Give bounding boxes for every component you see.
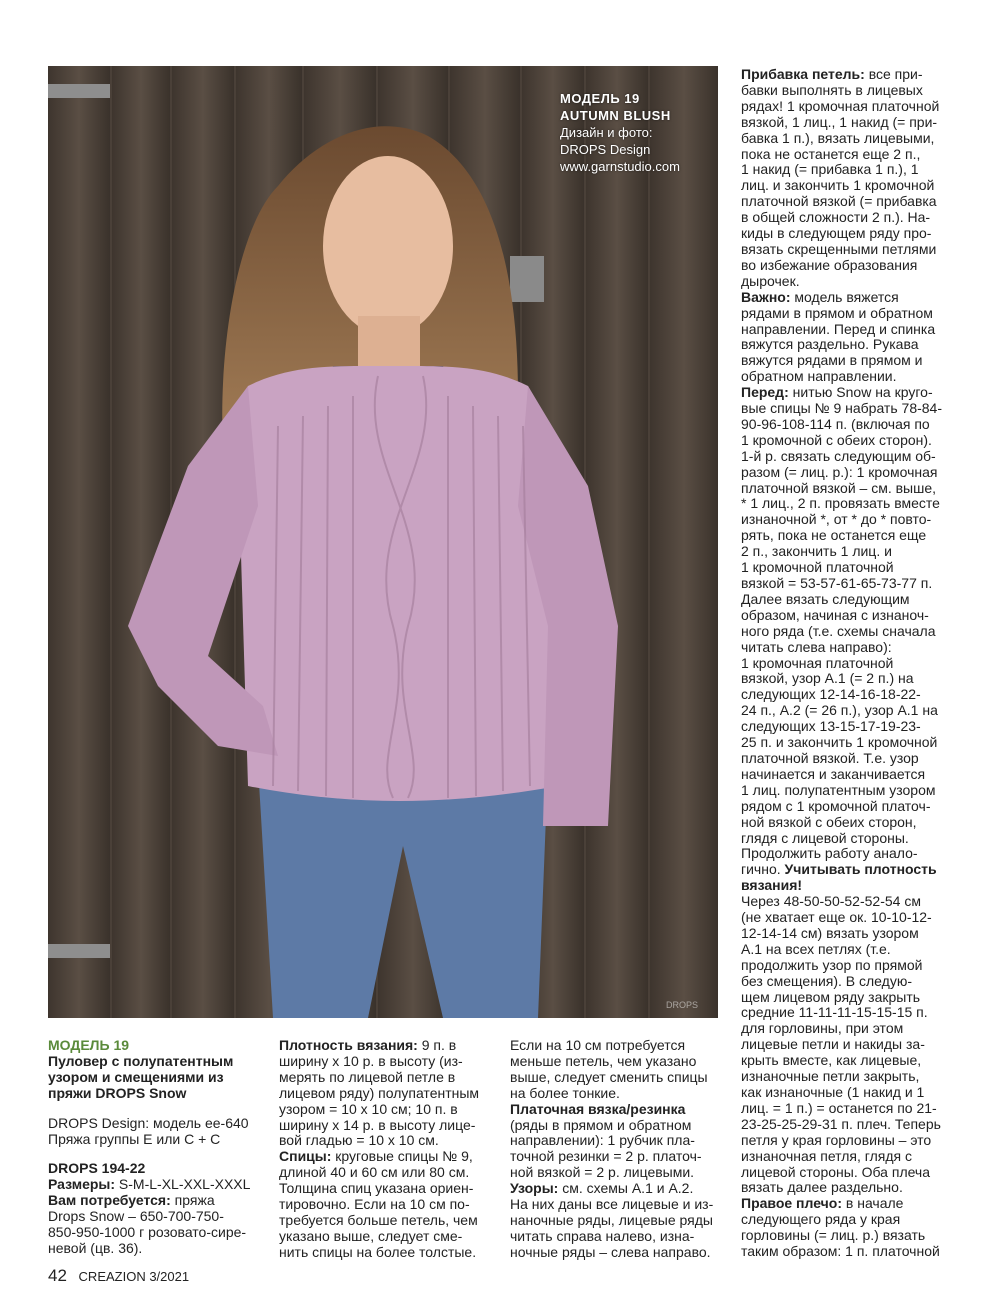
needles-line: длиной 40 и 60 см или 80 см.: [279, 1164, 470, 1181]
text-line: платочной вязкой (= прибавка: [741, 193, 937, 210]
text-line: вяжутся раздельно. Рукава: [741, 336, 919, 353]
title-line-2: узором и смещениями из: [48, 1068, 224, 1085]
patterns: Узоры: см. схемы А.1 и А.2.: [510, 1180, 694, 1197]
gauge-line: лицевом ряду) полупатентным: [279, 1084, 480, 1101]
needles-line: нить спицы на более толстые.: [279, 1243, 477, 1260]
text-line: таким образом: 1 п. платочной: [741, 1243, 940, 1260]
gauge-line: узором = 10 х 10 см; 10 п. в: [279, 1100, 458, 1117]
text-line: лиц. = 1 п.) = останется по 21-: [741, 1099, 937, 1116]
caption-name: AUTUMN BLUSH: [560, 108, 671, 123]
text-line: обратном направлении.: [741, 368, 897, 385]
text-line: бавки выполнять в лицевых: [741, 81, 923, 98]
front-lines: [741, 401, 956, 862]
text-line: дырочек.: [741, 272, 800, 289]
patterns-line: На них даны все лицевые и из-: [510, 1196, 714, 1213]
garter-line: точной резинки = 2 р. платоч-: [510, 1148, 702, 1165]
needles: Спицы: круговые спицы № 9,: [279, 1148, 473, 1165]
front: Перед: нитью Snow на круго-: [741, 384, 933, 401]
text-line: 24 п., А.2 (= 26 п.), узор А.1 на: [741, 702, 938, 719]
text-line: рядах! 1 кромочная платочной: [741, 97, 940, 114]
text-line: 1 кромочной платочной: [741, 559, 894, 576]
continue-lines: [741, 894, 956, 1196]
text-line: бавка 1 п.), вязать лицевыми,: [741, 129, 935, 146]
text-line: в общей сложности 2 п.). На-: [741, 209, 931, 226]
design-line-2: Пряжа группы E или C + C: [48, 1130, 221, 1147]
intro-line: меньше петель, чем указано: [510, 1052, 697, 1069]
patterns-line: читать справа налево, изна-: [510, 1227, 695, 1244]
text-line: 2 п., закончить 1 лиц. и: [741, 543, 892, 560]
text-line: продолжить узор по прямой: [741, 956, 923, 973]
text-line: начинается и заканчивается: [741, 765, 926, 782]
caption-model: МОДЕЛЬ 19: [560, 91, 640, 106]
text-line: 1 кромочной с обеих сторон).: [741, 431, 932, 448]
text-line: лиц. и закончить 1 кромочной: [741, 177, 935, 194]
gauge-line: ширину х 14 р. в высоту лице-: [279, 1116, 476, 1133]
text-line: изнаночной *, от * до * повто-: [741, 511, 932, 528]
title-line-1: Пуловер с полупатентным: [48, 1052, 234, 1069]
text-line: как изнаночные (1 накид и 1: [741, 1084, 925, 1100]
text-line: во избежание образования: [741, 256, 918, 273]
text-line: изнаночные петли закрыть,: [741, 1068, 920, 1085]
photo-caption: [560, 90, 680, 175]
patterns-line: наночные ряды, лицевые ряды: [510, 1211, 713, 1228]
text-line: 1 накид (= прибавка 1 п.), 1: [741, 161, 919, 178]
gauge-line: ширину х 10 р. в высоту (из-: [279, 1052, 463, 1069]
text-line: 1-й р. связать следующим об-: [741, 447, 936, 464]
text-line: 1 кромочная платочной: [741, 654, 894, 671]
need-line: Drops Snow – 650-700-750-: [48, 1208, 224, 1225]
garter-heading: Платочная вязка/резинка: [510, 1100, 686, 1117]
text-line: Через 48-50-50-52-52-54 см: [741, 893, 921, 910]
need-line: невой (цв. 36).: [48, 1239, 143, 1256]
important: Важно: модель вяжется: [741, 288, 899, 305]
text-line: крыть вместе, как лицевые,: [741, 1052, 922, 1069]
title-line-3: пряжи DROPS Snow: [48, 1084, 187, 1101]
text-line: следующих 13-15-17-19-23-: [741, 718, 921, 735]
text-line: (не хватает еще ок. 10-10-12-: [741, 909, 932, 926]
gauge: Плотность вязания: 9 п. в: [279, 1037, 457, 1053]
text-line: киды в следующем ряду про-: [741, 225, 932, 242]
text-line: вые спицы № 9 набрать 78-84-: [741, 400, 942, 417]
text-line: Далее вязать следующим: [741, 590, 910, 607]
text-line: направлении. Перед и спинка: [741, 320, 936, 337]
caption-design-line: Дизайн и фото:: [560, 125, 653, 140]
text-line: образом, начиная с изнаноч-: [741, 606, 929, 623]
text-line: рядами в прямом и обратном: [741, 304, 933, 321]
text-line: изнаночная петля, глядя с: [741, 1147, 912, 1164]
needles-line: тировочно. Если на 10 см по-: [279, 1196, 470, 1213]
text-line: для горловины, при этом: [741, 1020, 904, 1037]
increase: Прибавка петель: все при-: [741, 66, 923, 82]
text-line: А.1 на всех петлях (т.е.: [741, 940, 891, 957]
column-2: [279, 1038, 503, 1261]
needles-line: Толщина спиц указана ориен-: [279, 1180, 474, 1197]
text-line: 23-25-25-29-31 п. плеч. Теперь: [741, 1115, 941, 1132]
text-line: вязать далее раздельно.: [741, 1179, 903, 1196]
text-line: разом (= лиц. р.): 1 кромочная: [741, 463, 938, 480]
face: [323, 156, 453, 336]
model-photo: [48, 66, 718, 1018]
page-footer: [48, 1266, 189, 1286]
text-line: без смещения). В следую-: [741, 972, 912, 989]
text-line: рядом с 1 кромочной платоч-: [741, 797, 931, 814]
design-line-1: DROPS Design: модель ee-640: [48, 1114, 249, 1131]
garter-line: направлении): 1 рубчик пла-: [510, 1132, 695, 1149]
photo-watermark: DROPS: [665, 1000, 698, 1010]
text-line: вязкой, узор А.1 (= 2 п.) на: [741, 670, 914, 687]
text-line: 12-14-14 см) вязать узором: [741, 924, 919, 941]
increase-lines: [741, 83, 956, 290]
need-line: 850-950-1000 г розовато-сире-: [48, 1224, 247, 1241]
magazine-issue: CREAZION 3/2021: [78, 1269, 190, 1284]
text-line: глядя с лицевой стороны.: [741, 829, 909, 846]
sweater: [238, 366, 568, 801]
caption-url: www.garnstudio.com: [560, 159, 680, 174]
gauge-note-line-2: вязания!: [741, 877, 803, 894]
text-line: следующих 12-14-16-18-22-: [741, 686, 921, 703]
text-line: следующего ряда у края: [741, 1211, 901, 1228]
gauge-line: вой гладью = 10 х 10 см.: [279, 1132, 439, 1149]
column-3: [510, 1038, 734, 1261]
important-lines: [741, 306, 956, 386]
right-shoulder-lines: [741, 1212, 956, 1260]
column-4: [741, 67, 956, 1260]
column-1: [48, 1038, 270, 1257]
intro-line: Если на 10 см потребуется: [510, 1037, 686, 1053]
gauge-line: мерять по лицевой петле в: [279, 1068, 456, 1085]
garter-line: (ряды в прямом и обратном: [510, 1116, 692, 1133]
text-line: ного ряда (т.е. схемы сначала: [741, 622, 936, 639]
text-line: читать слева направо):: [741, 638, 892, 655]
text-line: платочной вязкой – см. выше,: [741, 479, 937, 496]
text-line: лицевой стороны. Оба плеча: [741, 1163, 931, 1180]
text-line: средние 11-11-11-15-15-15 п.: [741, 1004, 928, 1021]
text-line: платочной вязкой. Т.е. узор: [741, 749, 919, 766]
sizes: Размеры: S-M-L-XL-XXL-XXXL: [48, 1176, 251, 1193]
photo-illustration: [48, 66, 718, 1018]
model-label: МОДЕЛЬ 19: [48, 1037, 130, 1053]
text-line: вязать скрещенными петлями: [741, 240, 937, 257]
need: Вам потребуется: пряжа: [48, 1192, 215, 1209]
needles-line: требуется больше петель, чем: [279, 1211, 478, 1228]
patterns-line: ночные ряды – слева направо.: [510, 1243, 711, 1260]
intro-line: выше, следует сменить спицы: [510, 1068, 708, 1085]
page-number: 42: [48, 1266, 67, 1285]
text-line: лицевые петли и накиды за-: [741, 1036, 925, 1053]
text-line: 1 лиц. полупатентным узором: [741, 781, 936, 798]
pattern-code: DROPS 194-22: [48, 1160, 146, 1177]
text-line: горловины (= лиц. р.) вязать: [741, 1227, 926, 1244]
text-line: * 1 лиц., 2 п. провязать вместе: [741, 495, 940, 512]
caption-designer: DROPS Design: [560, 142, 651, 157]
intro-line: на более тонкие.: [510, 1084, 620, 1101]
text-line: вяжутся рядами в прямом и: [741, 352, 923, 369]
text-line: 25 п. и закончить 1 кромочной: [741, 734, 938, 751]
text-line: 90-96-108-114 п. (включая по: [741, 415, 930, 432]
text-line: вязкой, 1 лиц., 1 накид (= при-: [741, 113, 938, 130]
text-line: ной вязкой с обеих сторон,: [741, 813, 917, 830]
text-line: Продолжить работу анало-: [741, 845, 918, 862]
garter-line: ной вязкой = 2 р. лицевыми.: [510, 1164, 695, 1181]
text-line: петля у края горловины – это: [741, 1131, 932, 1148]
needles-line: указано выше, следует сме-: [279, 1227, 463, 1244]
text-line: вязкой = 53-57-61-65-73-77 п.: [741, 575, 933, 591]
right-shoulder: Правое плечо: в начале: [741, 1195, 904, 1212]
text-line: рять, пока не останется еще: [741, 527, 927, 544]
gauge-note-line: гично. Учитывать плотность: [741, 861, 937, 878]
text-line: щем лицевом ряду закрыть: [741, 988, 921, 1005]
text-line: пока не останется еще 2 п.,: [741, 145, 921, 162]
